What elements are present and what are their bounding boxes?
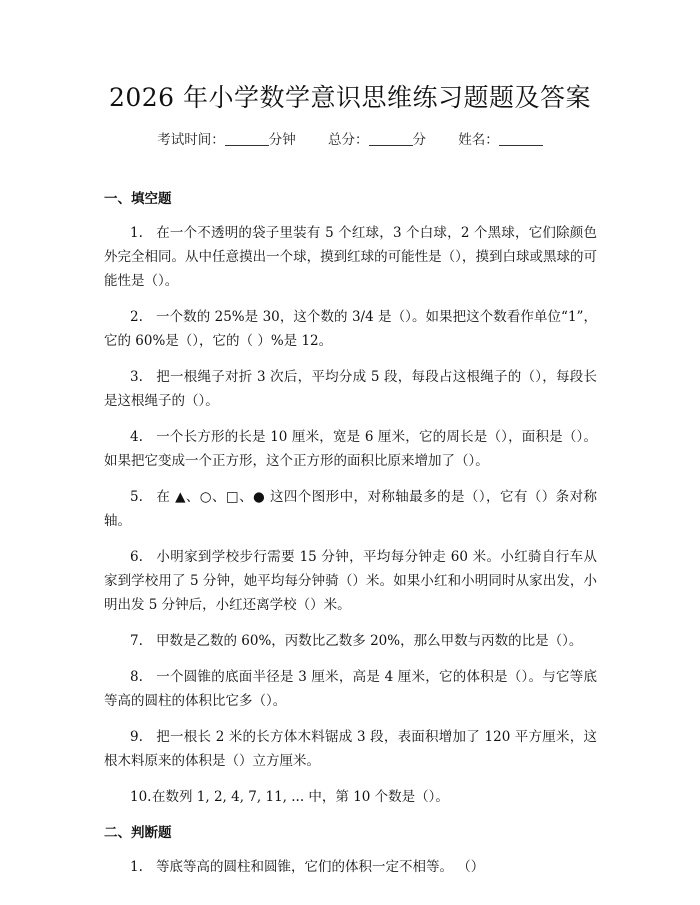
exam-info-line	[0, 129, 700, 151]
section-heading-fill-blank: 一、填空题	[104, 191, 172, 207]
total-score-field	[328, 129, 426, 151]
exam-content	[104, 187, 597, 879]
question-item: 3. 把一根绳子对折 3 次后，平均分成 5 段，每段占这根绳子的（），每段长是这根绳子的（）。	[104, 369, 597, 409]
total-score-label: 总分：	[328, 132, 369, 148]
question-item: 1. 等底等高的圆柱和圆锥，它们的体积一定不相等。 （）	[130, 859, 485, 875]
question-item: 6. 小明家到学校步行需要 15 分钟，平均每分钟走 60 米。小红骑自行车从家到学校用了 5 分钟，她平均每分钟骑（）米。如果小红和小明同时从家出发，小明出发 5 分钟后，小红还离学校（）米。	[104, 549, 597, 613]
question-item: 7. 甲数是乙数的 60%，丙数比乙数多 20%，那么甲数与丙数的比是（）。	[130, 633, 583, 649]
question-item: 8. 一个圆锥的底面半径是 3 厘米，高是 4 厘米，它的体积是（）。与它等底等高的圆柱的体积比它多（）。	[104, 669, 597, 709]
section-heading-true-false: 二、判断题	[104, 825, 172, 841]
name-blank[interactable]	[499, 131, 543, 146]
total-score-unit: 分	[412, 132, 426, 148]
exam-time-field	[157, 129, 296, 151]
question-item: 4. 一个长方形的长是 10 厘米，宽是 6 厘米，它的周长是（），面积是（）。如果把它变成一个正方形，这个正方形的面积比原来增加了（）。	[104, 429, 597, 469]
total-score-blank[interactable]	[369, 131, 413, 146]
name-field	[458, 129, 543, 151]
exam-time-blank[interactable]	[225, 131, 269, 146]
name-label: 姓名：	[458, 132, 499, 148]
page-title: 2026 年小学数学意识思维练习题题及答案	[108, 83, 592, 112]
exam-time-unit: 分钟	[268, 132, 296, 148]
question-item: 2. 一个数的 25%是 30，这个数的 3/4 是（）。如果把这个数看作单位“1”，它的 60%是（），它的（ ）%是 12。	[104, 309, 597, 349]
question-item: 5. 在 ▲、○、□、● 这四个图形中，对称轴最多的是（），它有（）条对称轴。	[104, 489, 597, 529]
exam-time-label: 考试时间：	[157, 132, 225, 148]
question-item: 10.在数列 1, 2, 4, 7, 11, ... 中，第 10 个数是（）。	[130, 789, 449, 805]
question-item: 1. 在一个不透明的袋子里装有 5 个红球，3 个白球，2 个黑球，它们除颜色外完全相同。从中任意摸出一个球，摸到红球的可能性是（），摸到白球或黑球的可能性是（）。	[104, 225, 597, 289]
question-item: 9. 把一根长 2 米的长方体木料锯成 3 段，表面积增加了 120 平方厘米，这根木料原来的体积是（）立方厘米。	[104, 729, 597, 769]
